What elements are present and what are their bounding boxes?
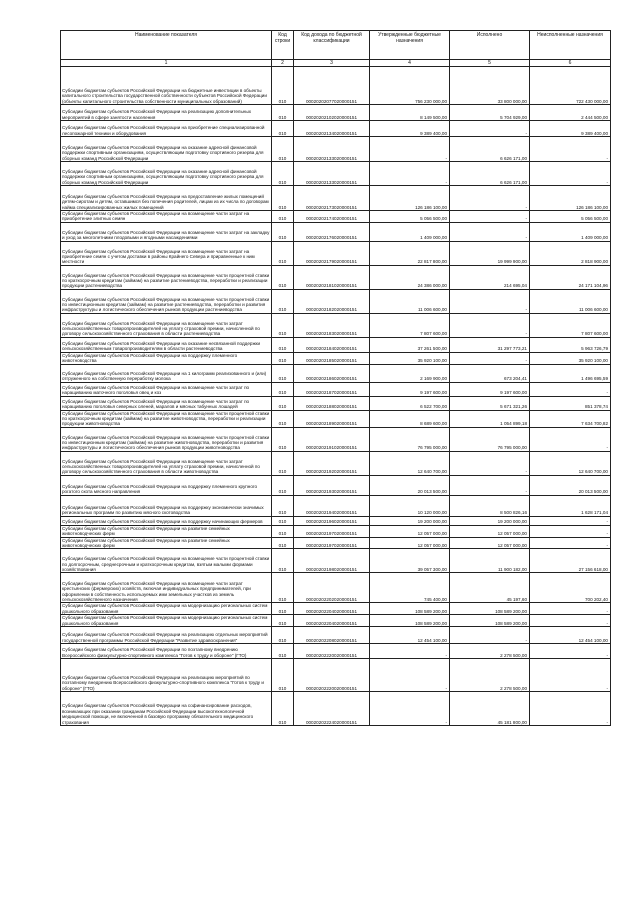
row-approved: 19 200 000,00 bbox=[370, 516, 450, 525]
row-executed: - bbox=[450, 352, 530, 364]
row-executed: - bbox=[450, 451, 530, 475]
row-kbk: 00020202183020000151 bbox=[294, 313, 370, 337]
header-approved: Утвержденные бюджетные назначения bbox=[370, 31, 450, 60]
row-name: Субсидии бюджетам субъектов Российской Федерации на поддержку племенного животноводства bbox=[61, 352, 272, 364]
row-line-code: 010 bbox=[272, 659, 294, 692]
row-approved: 20 013 500,00 bbox=[370, 475, 450, 495]
table-row bbox=[61, 265, 611, 289]
row-kbk: 00020202197020000151 bbox=[294, 525, 370, 537]
row-approved: - bbox=[370, 644, 450, 659]
row-line-code: 010 bbox=[272, 364, 294, 382]
table-row bbox=[61, 364, 611, 382]
row-line-code: 010 bbox=[272, 289, 294, 313]
row-line-code: 010 bbox=[272, 451, 294, 475]
table-row bbox=[61, 495, 611, 516]
row-line-code: 010 bbox=[272, 186, 294, 211]
row-approved: 745 400,00 bbox=[370, 573, 450, 603]
row-executed: - bbox=[450, 121, 530, 137]
row-unexecuted: - bbox=[530, 603, 611, 615]
row-approved: 35 920 100,00 bbox=[370, 352, 450, 364]
row-approved: 7 807 600,00 bbox=[370, 313, 450, 337]
row-approved: 126 186 100,00 bbox=[370, 186, 450, 211]
row-unexecuted: 9 389 400,00 bbox=[530, 121, 611, 137]
row-line-code: 010 bbox=[272, 67, 294, 105]
table-row bbox=[61, 289, 611, 313]
row-approved: - bbox=[370, 162, 450, 186]
row-unexecuted: 35 920 100,00 bbox=[530, 352, 611, 364]
row-kbk: 00020202188020000151 bbox=[294, 396, 370, 410]
row-unexecuted: - bbox=[530, 382, 611, 396]
row-line-code: 010 bbox=[272, 549, 294, 573]
row-executed: - bbox=[450, 627, 530, 644]
row-approved: 108 589 200,00 bbox=[370, 603, 450, 615]
row-kbk: 00020202220020000151 bbox=[294, 644, 370, 659]
row-kbk: 00020202176020000151 bbox=[294, 222, 370, 241]
table-row bbox=[61, 516, 611, 525]
table-row bbox=[61, 352, 611, 364]
row-approved: 9 197 600,00 bbox=[370, 382, 450, 396]
row-executed: 45 181 800,00 bbox=[450, 692, 530, 726]
row-unexecuted: 1 409 000,00 bbox=[530, 222, 611, 241]
row-kbk: 00020202196020000151 bbox=[294, 516, 370, 525]
row-executed: 1 054 899,18 bbox=[450, 410, 530, 427]
row-line-code: 010 bbox=[272, 410, 294, 427]
row-line-code: 010 bbox=[272, 644, 294, 659]
budget-report-sheet bbox=[60, 30, 610, 882]
row-name: Субсидии бюджетам субъектов Российской Федерации на поддержку начинающих фермеров bbox=[61, 516, 272, 525]
table-row bbox=[61, 475, 611, 495]
row-name: Субсидии бюджетам субъектов Российской Федерации на возмещение части затрат крестьянских (фермерских) хозяйств, включая индивидуальных предпринимателей, при оформлении в собственность используемых ими земельных участков из земель сельскохозяйственного назначения bbox=[61, 573, 272, 603]
row-name: Субсидии бюджетам субъектов Российской Федерации на оказание адресной финансовой поддержки спортивным организациям, осуществляющим подготовку спортивного резерва для сборных команд Российской Федерации bbox=[61, 137, 272, 162]
row-approved: 24 386 000,00 bbox=[370, 265, 450, 289]
row-executed: - bbox=[450, 313, 530, 337]
row-line-code: 010 bbox=[272, 537, 294, 549]
row-unexecuted: 2 818 900,00 bbox=[530, 241, 611, 265]
row-approved: 8 149 500,00 bbox=[370, 105, 450, 121]
row-executed: 5 671 321,26 bbox=[450, 396, 530, 410]
row-line-code: 010 bbox=[272, 615, 294, 627]
table-row bbox=[61, 211, 611, 223]
table-row bbox=[61, 241, 611, 265]
row-unexecuted: 5 056 500,00 bbox=[530, 211, 611, 223]
row-unexecuted: 722 430 000,00 bbox=[530, 67, 611, 105]
row-kbk: 00020202184020000151 bbox=[294, 337, 370, 352]
row-approved: 39 057 300,00 bbox=[370, 549, 450, 573]
column-number: 1 bbox=[61, 60, 272, 67]
row-approved: 10 120 000,00 bbox=[370, 495, 450, 516]
row-approved: 108 589 200,00 bbox=[370, 615, 450, 627]
row-line-code: 010 bbox=[272, 627, 294, 644]
row-approved: - bbox=[370, 137, 450, 162]
table-row bbox=[61, 603, 611, 615]
table-row bbox=[61, 549, 611, 573]
row-approved: 22 817 800,00 bbox=[370, 241, 450, 265]
row-line-code: 010 bbox=[272, 692, 294, 726]
row-line-code: 010 bbox=[272, 241, 294, 265]
table-row bbox=[61, 186, 611, 211]
table-row bbox=[61, 337, 611, 352]
row-executed: - bbox=[450, 186, 530, 211]
row-unexecuted: - bbox=[530, 137, 611, 162]
row-unexecuted: 700 202,40 bbox=[530, 573, 611, 603]
row-kbk: 00020202198020000151 bbox=[294, 549, 370, 573]
table-row bbox=[61, 396, 611, 410]
table-row bbox=[61, 615, 611, 627]
row-name: Субсидии бюджетам субъектов Российской Федерации на модернизацию региональных систем дошкольного образования bbox=[61, 615, 272, 627]
row-approved: 11 006 600,00 bbox=[370, 289, 450, 313]
row-unexecuted: 24 171 104,96 bbox=[530, 265, 611, 289]
row-name: Субсидии бюджетам субъектов Российской Федерации на возмещение части затрат по наращиванию маточного поголовья овец и коз bbox=[61, 382, 272, 396]
row-kbk: 00020202187020000151 bbox=[294, 382, 370, 396]
row-kbk: 00020202224020000151 bbox=[294, 692, 370, 726]
row-name: Субсидии бюджетам субъектов Российской Федерации на возмещение части затрат на приобретение семян с учетом доставки в районы Крайнего Севера и приравненные к ним местности bbox=[61, 241, 272, 265]
row-name: Субсидии бюджетам субъектов Российской Федерации на 1 килограмм реализованного и (или) отгруженного на собственную переработку молока bbox=[61, 364, 272, 382]
row-executed: - bbox=[450, 222, 530, 241]
row-kbk: 00020202134020000151 bbox=[294, 121, 370, 137]
row-executed: 214 695,04 bbox=[450, 265, 530, 289]
row-line-code: 010 bbox=[272, 396, 294, 410]
row-line-code: 010 bbox=[272, 382, 294, 396]
row-name: Субсидии бюджетам субъектов Российской Федерации на возмещение части процентной ставки по краткосрочным кредитам (займам) на развитие животноводства, переработки и реализации продукции животноводства bbox=[61, 410, 272, 427]
row-name: Субсидии бюджетам субъектов Российской Федерации на возмещение части затрат сельскохозяйственных товаропроизводителей на уплату страховой премии, начисленной по договору сельскохозяйственного страхования в области растениеводства bbox=[61, 313, 272, 337]
row-executed: 12 057 000,00 bbox=[450, 537, 530, 549]
row-unexecuted: 126 186 100,00 bbox=[530, 186, 611, 211]
row-kbk: 00020202194020000151 bbox=[294, 495, 370, 516]
header-name: Наименование показателя bbox=[61, 31, 272, 60]
row-line-code: 010 bbox=[272, 105, 294, 121]
table-row bbox=[61, 692, 611, 726]
row-kbk: 00020202179020000151 bbox=[294, 241, 370, 265]
column-number: 6 bbox=[530, 60, 611, 67]
row-line-code: 010 bbox=[272, 573, 294, 603]
row-executed: - bbox=[450, 289, 530, 313]
row-approved: 12 057 000,00 bbox=[370, 525, 450, 537]
row-name: Субсидии бюджетам субъектов Российской Федерации на развитие семейных животноводческих ферм bbox=[61, 525, 272, 537]
header-kbk: Код дохода по бюджетной классификации bbox=[294, 31, 370, 60]
row-line-code: 010 bbox=[272, 121, 294, 137]
row-executed: 2 278 500,00 bbox=[450, 659, 530, 692]
row-unexecuted: - bbox=[530, 162, 611, 186]
row-kbk: 00020202173020000151 bbox=[294, 186, 370, 211]
row-executed: 6 626 171,00 bbox=[450, 137, 530, 162]
row-kbk: 00020202133020000151 bbox=[294, 162, 370, 186]
row-kbk: 00020202133020000151 bbox=[294, 137, 370, 162]
row-executed: 31 297 773,21 bbox=[450, 337, 530, 352]
row-line-code: 010 bbox=[272, 427, 294, 451]
row-name: Субсидии бюджетам субъектов Российской Федерации на возмещение части процентной ставки по долгосрочным, среднесрочным и краткосрочным кредитам, взятым малыми формами хозяйствования bbox=[61, 549, 272, 573]
row-approved: 2 169 900,00 bbox=[370, 364, 450, 382]
row-kbk: 00020202197020000151 bbox=[294, 537, 370, 549]
row-name: Субсидии бюджетам субъектов Российской Федерации на бюджетные инвестиции в объекты капитального строительства государственной собственности субъектов Российской Федерации (объекты капитального строительства собственности муниципальных образований) bbox=[61, 67, 272, 105]
row-unexecuted: 20 013 500,00 bbox=[530, 475, 611, 495]
row-kbk: 00020202208020000151 bbox=[294, 627, 370, 644]
row-executed: 108 589 200,00 bbox=[450, 615, 530, 627]
row-kbk: 00020202174020000151 bbox=[294, 211, 370, 223]
row-approved: - bbox=[370, 659, 450, 692]
row-kbk: 00020202102020000151 bbox=[294, 105, 370, 121]
row-line-code: 010 bbox=[272, 265, 294, 289]
table-row bbox=[61, 410, 611, 427]
row-executed: 76 795 000,00 bbox=[450, 427, 530, 451]
row-unexecuted: 11 006 600,00 bbox=[530, 289, 611, 313]
row-name: Субсидии бюджетам субъектов Российской Федерации на возмещение части процентной ставки по инвестиционным кредитам (займам) на развитие животноводства, переработки и развития инфраструктуры и логистического обеспечения рынков продукции животноводства bbox=[61, 427, 272, 451]
row-approved: 5 056 500,00 bbox=[370, 211, 450, 223]
row-line-code: 010 bbox=[272, 495, 294, 516]
row-approved: 76 795 000,00 bbox=[370, 427, 450, 451]
row-line-code: 010 bbox=[272, 337, 294, 352]
row-kbk: 00020202077020000151 bbox=[294, 67, 370, 105]
header-unexecuted: Неисполненные назначения bbox=[530, 31, 611, 60]
table-row bbox=[61, 137, 611, 162]
row-line-code: 010 bbox=[272, 222, 294, 241]
row-name: Субсидии бюджетам субъектов Российской Федерации на возмещение части процентной ставки по краткосрочным кредитам (займам) на развитие растениеводства, переработки и реализации продукции растениеводства bbox=[61, 265, 272, 289]
row-unexecuted: 7 807 600,00 bbox=[530, 313, 611, 337]
table-row bbox=[61, 427, 611, 451]
column-number: 3 bbox=[294, 60, 370, 67]
column-number: 4 bbox=[370, 60, 450, 67]
row-unexecuted: 5 963 726,79 bbox=[530, 337, 611, 352]
row-name: Субсидии бюджетам субъектов Российской Федерации на приобретение специализированной лесопожарной техники и оборудования bbox=[61, 121, 272, 137]
table-row bbox=[61, 313, 611, 337]
row-name: Субсидии бюджетам субъектов Российской Федерации на предоставление жилых помещений детям-сиротам и детям, оставшимся без попечения родителей, лицам из их числа по договорам найма специализированных жилых помещений bbox=[61, 186, 272, 211]
row-executed: 19 999 900,00 bbox=[450, 241, 530, 265]
row-unexecuted: - bbox=[530, 644, 611, 659]
row-executed: 11 900 182,00 bbox=[450, 549, 530, 573]
row-unexecuted: - bbox=[530, 427, 611, 451]
row-name: Субсидии бюджетам субъектов Российской Федерации на возмещение части процентной ставки по инвестиционным кредитам (займам) на развитие растениеводства, переработки и развития инфраструктуры и логистического обеспечения рынков продукции растениеводства bbox=[61, 289, 272, 313]
row-unexecuted: - bbox=[530, 692, 611, 726]
row-approved: 12 640 700,00 bbox=[370, 451, 450, 475]
row-kbk: 00020202189020000151 bbox=[294, 410, 370, 427]
row-approved: 37 261 500,00 bbox=[370, 337, 450, 352]
table-row bbox=[61, 222, 611, 241]
table-body bbox=[61, 67, 611, 726]
row-executed: - bbox=[450, 211, 530, 223]
row-executed: 673 204,41 bbox=[450, 364, 530, 382]
header-line-code: Код строки bbox=[272, 31, 294, 60]
row-name: Субсидии бюджетам субъектов Российской Федерации на оказание несвязанной поддержки сельскохозяйственным товаропроизводителям в области растениеводства bbox=[61, 337, 272, 352]
row-approved: 12 057 000,00 bbox=[370, 537, 450, 549]
row-approved: 1 409 000,00 bbox=[370, 222, 450, 241]
row-name: Субсидии бюджетам субъектов Российской Федерации на развитие семейных животноводческих ферм bbox=[61, 537, 272, 549]
table-row bbox=[61, 451, 611, 475]
row-name: Субсидии бюджетам субъектов Российской Федерации на софинансирование расходов, возникающих при оказании гражданам Российской Федерации высокотехнологичной медицинской помощи, не включенной в базовую программу обязательного медицинского страхования bbox=[61, 692, 272, 726]
column-number: 2 bbox=[272, 60, 294, 67]
row-unexecuted: 27 156 618,00 bbox=[530, 549, 611, 573]
row-name: Субсидии бюджетам субъектов Российской Федерации на реализацию мероприятий по поэтапному внедрению Всероссийского физкультурно-спортивного комплекса "Готов к труду и обороне" (ГТО) bbox=[61, 659, 272, 692]
row-name: Субсидии бюджетам субъектов Российской Федерации на поддержку экономически значимых региональных программ по развитию мясного скотоводства bbox=[61, 495, 272, 516]
row-kbk: 00020202192020000151 bbox=[294, 451, 370, 475]
row-line-code: 010 bbox=[272, 313, 294, 337]
row-unexecuted: - bbox=[530, 525, 611, 537]
row-line-code: 010 bbox=[272, 352, 294, 364]
row-kbk: 00020202191020000151 bbox=[294, 427, 370, 451]
table-row bbox=[61, 537, 611, 549]
row-name: Субсидии бюджетам субъектов Российской Федерации по поэтапному внедрению Всероссийского физкультурно-спортивного комплекса "Готов к труду и обороне" (ГТО) bbox=[61, 644, 272, 659]
table-row bbox=[61, 573, 611, 603]
row-executed: 108 589 200,00 bbox=[450, 603, 530, 615]
table-row bbox=[61, 627, 611, 644]
row-kbk: 00020202204020000151 bbox=[294, 603, 370, 615]
budget-table bbox=[60, 30, 611, 726]
row-approved: 756 230 000,00 bbox=[370, 67, 450, 105]
row-unexecuted: 851 378,74 bbox=[530, 396, 611, 410]
row-executed: 33 800 000,00 bbox=[450, 67, 530, 105]
row-name: Субсидии бюджетам субъектов Российской Федерации на модернизацию региональных систем дошкольного образования bbox=[61, 603, 272, 615]
row-unexecuted: 1 628 171,04 bbox=[530, 495, 611, 516]
row-kbk: 00020202182020000151 bbox=[294, 289, 370, 313]
row-unexecuted: - bbox=[530, 615, 611, 627]
row-executed: 6 626 171,00 bbox=[450, 162, 530, 186]
row-line-code: 010 bbox=[272, 211, 294, 223]
table-row bbox=[61, 659, 611, 692]
row-kbk: 00020202181020000151 bbox=[294, 265, 370, 289]
row-name: Субсидии бюджетам субъектов Российской Федерации на возмещение части затрат сельскохозяйственных товаропроизводителей на уплату страховой премии, начисленной по договору сельскохозяйственного страхования в области животноводства bbox=[61, 451, 272, 475]
table-row bbox=[61, 105, 611, 121]
row-line-code: 010 bbox=[272, 137, 294, 162]
column-number: 5 bbox=[450, 60, 530, 67]
row-kbk: 00020202193020000151 bbox=[294, 475, 370, 495]
row-line-code: 010 bbox=[272, 525, 294, 537]
table-row bbox=[61, 121, 611, 137]
row-kbk: 00020202204020000151 bbox=[294, 615, 370, 627]
row-unexecuted: - bbox=[530, 516, 611, 525]
row-line-code: 010 bbox=[272, 162, 294, 186]
row-line-code: 010 bbox=[272, 516, 294, 525]
row-name: Субсидии бюджетам субъектов Российской Федерации на поддержку племенного крупного рогатого скота мясного направления bbox=[61, 475, 272, 495]
row-approved: 9 389 400,00 bbox=[370, 121, 450, 137]
row-executed: 8 500 826,16 bbox=[450, 495, 530, 516]
row-kbk: 00020202185020000151 bbox=[294, 352, 370, 364]
row-unexecuted: 7 634 700,82 bbox=[530, 410, 611, 427]
table-row bbox=[61, 382, 611, 396]
row-unexecuted: 12 454 100,00 bbox=[530, 627, 611, 644]
row-name: Субсидии бюджетам субъектов Российской Федерации на возмещение части затрат по наращиванию поголовья северных оленей, маралов и мясных табунных лошадей bbox=[61, 396, 272, 410]
table-row bbox=[61, 525, 611, 537]
row-executed: 5 704 929,00 bbox=[450, 105, 530, 121]
row-kbk: 00020202202020000151 bbox=[294, 573, 370, 603]
row-approved: - bbox=[370, 692, 450, 726]
row-name: Субсидии бюджетам субъектов Российской Федерации на реализацию отдельных мероприятий государственной программы Российской Федерации "Развитие здравоохранения" bbox=[61, 627, 272, 644]
column-number-row bbox=[61, 60, 611, 67]
table-row bbox=[61, 67, 611, 105]
row-unexecuted: - bbox=[530, 659, 611, 692]
row-name: Субсидии бюджетам субъектов Российской Федерации на возмещение части затрат на приобретение элитных семян bbox=[61, 211, 272, 223]
row-executed: 2 278 500,00 bbox=[450, 644, 530, 659]
header-executed: Исполнено bbox=[450, 31, 530, 60]
row-approved: 8 689 600,00 bbox=[370, 410, 450, 427]
row-line-code: 010 bbox=[272, 475, 294, 495]
row-unexecuted: 12 640 700,00 bbox=[530, 451, 611, 475]
row-executed: - bbox=[450, 475, 530, 495]
row-executed: 9 197 600,00 bbox=[450, 382, 530, 396]
row-name: Субсидии бюджетам субъектов Российской Федерации на возмещение части затрат на закладку и уход за многолетними плодовыми и ягодными насаждениями bbox=[61, 222, 272, 241]
row-executed: 12 057 000,00 bbox=[450, 525, 530, 537]
row-name: Субсидии бюджетам субъектов Российской Федерации на реализацию дополнительных мероприятий в сфере занятости населения bbox=[61, 105, 272, 121]
row-kbk: 00020202186020000151 bbox=[294, 364, 370, 382]
table-row bbox=[61, 644, 611, 659]
row-line-code: 010 bbox=[272, 603, 294, 615]
table-row bbox=[61, 162, 611, 186]
row-unexecuted: - bbox=[530, 537, 611, 549]
row-unexecuted: 1 496 695,59 bbox=[530, 364, 611, 382]
row-approved: 12 454 100,00 bbox=[370, 627, 450, 644]
header-row bbox=[61, 31, 611, 60]
row-executed: 19 200 000,00 bbox=[450, 516, 530, 525]
row-executed: 45 197,60 bbox=[450, 573, 530, 603]
row-name: Субсидии бюджетам субъектов Российской Федерации на оказание адресной финансовой поддержки спортивным организациям, осуществляющим подготовку спортивного резерва для сборных команд Российской Федерации bbox=[61, 162, 272, 186]
row-unexecuted: 2 444 500,00 bbox=[530, 105, 611, 121]
row-kbk: 00020202220020000151 bbox=[294, 659, 370, 692]
row-approved: 6 522 700,00 bbox=[370, 396, 450, 410]
